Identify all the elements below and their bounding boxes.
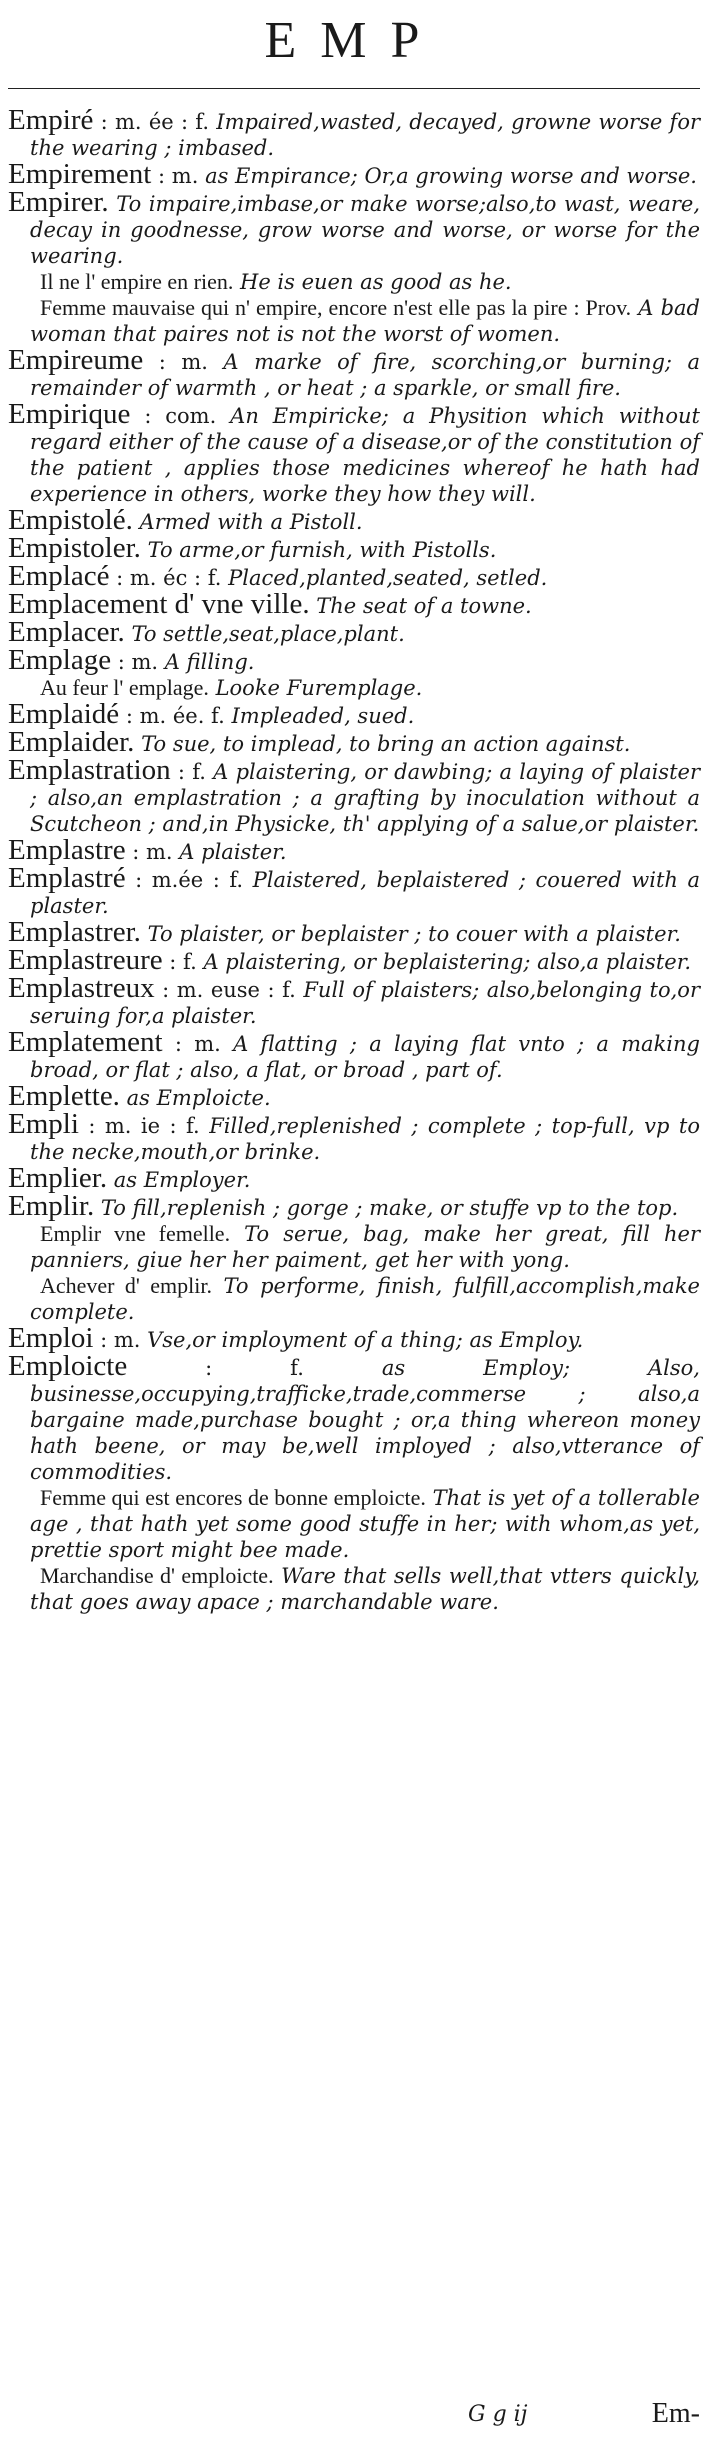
headword: Il ne l' empire en rien. <box>40 269 234 294</box>
headword: Empirique <box>8 398 131 430</box>
dictionary-entry <box>8 1026 700 1083</box>
dictionary-entry <box>8 862 700 919</box>
headword: Empireume <box>8 344 144 376</box>
dictionary-entry <box>8 972 700 1029</box>
dictionary-entry <box>8 104 701 161</box>
headword: Emplaidé <box>8 698 120 730</box>
dictionary-entry <box>8 916 700 948</box>
definition: Placed,planted,seated, setled. <box>228 566 548 590</box>
headword: Empirement <box>8 158 152 190</box>
dictionary-entry <box>8 186 700 269</box>
headword: Marchandise d' emploicte. <box>40 1563 274 1588</box>
grammar-note: : m. <box>158 164 199 188</box>
dictionary-entry <box>8 1350 700 1485</box>
header-rule <box>8 88 700 89</box>
grammar-note: : m. éc : f. <box>116 566 222 590</box>
headword: Emplastré <box>8 862 126 894</box>
definition: To plaister, or beplaister ; to couer with a plaister. <box>147 922 681 946</box>
headword: Emplir vne femelle. <box>40 1221 231 1246</box>
headword: Empiré <box>8 104 94 136</box>
dictionary-entry <box>8 532 700 564</box>
definition: The seat of a towne. <box>316 594 532 618</box>
dictionary-entry <box>8 698 700 730</box>
definition: To sue, to implead, to bring an action against. <box>141 732 631 756</box>
headword: Emploicte <box>8 1350 128 1382</box>
headword: Empli <box>8 1108 79 1140</box>
dictionary-entry <box>8 158 700 190</box>
grammar-note: : m. <box>174 1032 221 1056</box>
definition: He is euen as good as he. <box>240 270 512 294</box>
dictionary-entry <box>8 588 700 620</box>
page-footer <box>8 2398 700 2438</box>
grammar-note: : m.ée : f. <box>135 868 244 892</box>
dictionary-entry <box>8 1322 700 1354</box>
grammar-note: : m. euse : f. <box>162 978 296 1002</box>
dictionary-entry <box>8 726 700 758</box>
headword: Au feur l' emplage. <box>40 675 209 700</box>
definition: Ware that sells well,that vtters quickly, that goes away apace ; marchandable ware. <box>30 1564 700 1614</box>
headword: Emplier. <box>8 1162 108 1194</box>
headword: Emplastreure <box>8 944 163 976</box>
headword: Emplastreux <box>8 972 155 1004</box>
headword: Femme mauvaise qui n' empire, encore n'est elle pas la pire : Prov. <box>40 295 632 320</box>
definition: Filled,replenished ; complete ; top-full, vp to the necke,mouth,or brinke. <box>30 1114 700 1164</box>
headword: Empistolé. <box>8 504 133 536</box>
definition: A flatting ; a laying flat vnto ; a making broad, or flat ; also, a flat, or broad , part of. <box>30 1032 700 1082</box>
definition: To arme,or furnish, with Pistolls. <box>147 538 497 562</box>
grammar-note: : m. <box>132 840 173 864</box>
sub-entry <box>8 295 700 347</box>
catchword: Em- <box>651 2398 700 2429</box>
headword: Emplir. <box>8 1190 95 1222</box>
definition: Impleaded, sued. <box>231 704 415 728</box>
entry-list <box>8 104 701 1615</box>
grammar-note: : m. <box>117 650 159 674</box>
headword: Emplatement <box>8 1026 163 1058</box>
definition: Impaired,wasted, decayed, growne worse for the wearing ; imbased. <box>30 110 701 160</box>
sub-entry <box>8 1273 700 1325</box>
sub-entry <box>8 269 700 295</box>
signature-mark: G g ij <box>468 2402 528 2427</box>
headword: Empistoler. <box>8 532 141 564</box>
dictionary-entry <box>8 616 700 648</box>
headword: Emplacé <box>8 560 110 592</box>
definition: Plaistered, beplaistered ; couered with a plaster. <box>30 868 700 918</box>
headword: Emplastration <box>8 754 171 786</box>
dictionary-entry <box>8 1162 700 1194</box>
grammar-note: : f. <box>205 1356 304 1380</box>
definition: A filling. <box>164 650 255 674</box>
grammar-note: : m. <box>100 1328 141 1352</box>
headword: Emplacer. <box>8 616 125 648</box>
headword: Femme qui est encores de bonne emploicte. <box>40 1485 426 1510</box>
grammar-note: : m. <box>158 350 208 374</box>
definition: An Empiricke; a Physition which without regard either of the cause of a disease,or of the constitution of the patient , applies those medicines whereof he hath had experience in others, worke they how they will. <box>30 404 700 506</box>
sub-entry <box>8 1563 700 1615</box>
definition: To impaire,imbase,or make worse;also,to wast, weare, decay in goodnesse, grow worse and worse, or worse for the wearing. <box>30 192 700 268</box>
definition: Full of plaisters; also,belonging to,or seruing for,a plaister. <box>30 978 700 1028</box>
dictionary-entry <box>8 834 700 866</box>
grammar-note: : f. <box>169 950 197 974</box>
definition: A plaistering, or beplaistering; also,a plaister. <box>203 950 692 974</box>
headword: Emplacement d' vne ville. <box>8 588 310 620</box>
grammar-note: : m. ée. f. <box>125 704 225 728</box>
definition: as Employ; Also, businesse,occupying,trafficke,trade,commerse ; also,a bargaine made,purchase bought ; or,a thing whereon money hath beene, or may be,well imployed ; also,vtterance of commodities. <box>30 1356 700 1484</box>
definition: A bad woman that paires not is not the worst of women. <box>30 296 701 346</box>
definition: That is yet of a tollerable age , that hath yet some good stuffe in her; with whom,as yet, prettie sport might bee made. <box>30 1486 700 1562</box>
headword: Emplastre <box>8 834 126 866</box>
dictionary-entry <box>8 398 700 507</box>
dictionary-entry <box>8 560 700 592</box>
definition: A plaister. <box>179 840 287 864</box>
running-head: EMP <box>264 12 444 69</box>
definition: as Employer. <box>113 1168 251 1192</box>
grammar-note: : m. ie : f. <box>88 1114 200 1138</box>
sub-entry <box>8 1485 700 1563</box>
dictionary-entry <box>8 1080 700 1112</box>
definition: To settle,seat,place,plant. <box>131 622 405 646</box>
dictionary-entry <box>8 644 700 676</box>
dictionary-entry <box>8 944 700 976</box>
definition: Armed with a Pistoll. <box>139 510 363 534</box>
definition: Looke Furemplage. <box>215 676 423 700</box>
definition: as Empirance; Or,a growing worse and worse. <box>205 164 697 188</box>
headword: Emplaider. <box>8 726 135 758</box>
definition: To performe, finish, fulfill,accomplish,make complete. <box>30 1274 700 1324</box>
dictionary-entry <box>8 504 700 536</box>
headword: Emplette. <box>8 1080 120 1112</box>
headword: Achever d' emplir. <box>40 1273 212 1298</box>
definition: To fill,replenish ; gorge ; make, or stuffe vp to the top. <box>100 1196 679 1220</box>
grammar-note: : com. <box>144 404 217 428</box>
dictionary-entry <box>8 1108 700 1165</box>
sub-entry <box>8 1221 700 1273</box>
dictionary-entry <box>8 754 700 837</box>
definition: as Emploicte. <box>126 1086 271 1110</box>
grammar-note: : f. <box>177 760 206 784</box>
headword: Emploi <box>8 1322 94 1354</box>
headword: Emplastrer. <box>8 916 141 948</box>
headword: Empirer. <box>8 186 109 218</box>
headword: Emplage <box>8 644 112 676</box>
dictionary-entry <box>8 1190 700 1222</box>
definition: A plaistering, or dawbing; a laying of plaister ; also,an emplastration ; a grafting by inoculation without a Scutcheon ; and,in Physicke, th' applying of a salue,or plaister. <box>30 760 700 836</box>
definition: To serue, bag, make her great, fill her panniers, giue her her paiment, get her with yong. <box>30 1222 701 1272</box>
definition: A marke of fire, scorching,or burning; a remainder of warmth , or heat ; a sparkle, or small fire. <box>30 350 700 400</box>
dictionary-entry <box>8 344 700 401</box>
definition: Vse,or imployment of a thing; as Employ. <box>147 1328 584 1352</box>
grammar-note: : m. ée : f. <box>100 110 209 134</box>
